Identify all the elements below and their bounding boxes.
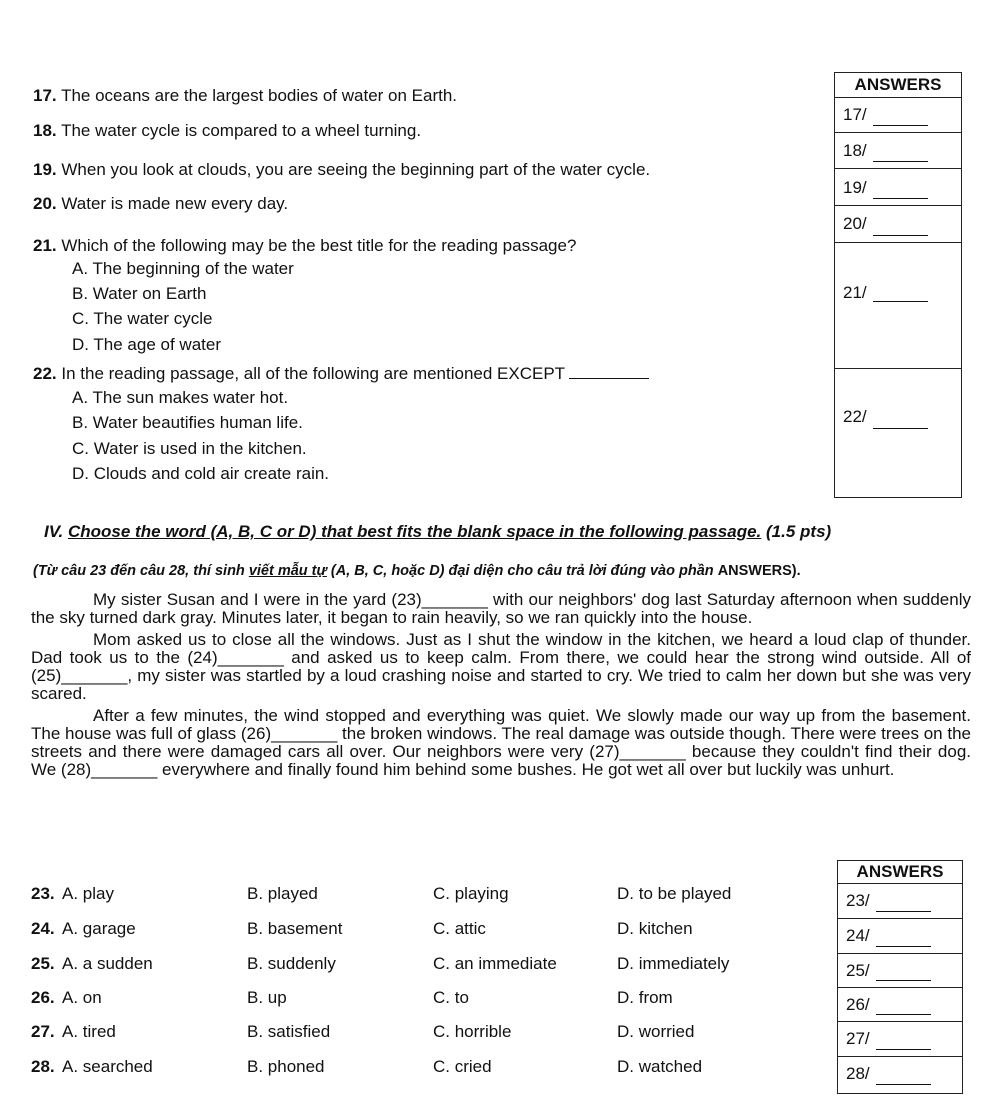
- answer-cell-22[interactable]: [835, 369, 961, 493]
- passage-paragraph: After a few minutes, the wind stopped and everything was quiet. We slowly made our way up from the basement. The house was full of glass (26)_______ the broken windows. The real damage was outside though. There were trees on the streets and there were damaged cars all over. Our neighbors were very (27)_______ because they couldn't find their dog. We (28)_______ everywhere and finally found him behind some bushes. He got wet all over but luckily was unhurt.: [31, 706, 971, 779]
- note-underlined: viết mẫu tự: [248, 563, 327, 579]
- question-number: 18.: [33, 121, 57, 140]
- option-d: D. to be played: [617, 884, 732, 903]
- option-a: A. tired: [62, 1022, 116, 1041]
- answer-blank: [876, 1049, 931, 1050]
- option-c: C. an immediate: [433, 954, 557, 973]
- answer-label: 20/: [843, 214, 867, 233]
- answer-cell-18[interactable]: [835, 133, 961, 169]
- answers-title: ANSWERS: [838, 861, 962, 884]
- answer-label: 23/: [846, 891, 870, 910]
- question-text: The oceans are the largest bodies of water on Earth.: [61, 86, 458, 105]
- answers-box-17-22: [834, 72, 962, 498]
- answer-cell-27[interactable]: [838, 1022, 962, 1057]
- answer-cell-26[interactable]: [838, 988, 962, 1022]
- option-b: B. suddenly: [247, 954, 336, 973]
- answer-blank: [569, 364, 649, 379]
- passage-paragraph: Mom asked us to close all the windows. Just as I shut the window in the kitchen, we heard a loud clap of thunder. Dad took us to the (24)_______ and asked us to keep calm. From there, we could hear the strong wind outside. All of (25)_______, my sister was startled by a loud crashing noise and started to cry. We tried to calm her down but she was very scared.: [31, 630, 971, 703]
- question-21: [33, 236, 576, 256]
- answer-blank: [873, 198, 928, 199]
- option-b: B. satisfied: [247, 1022, 331, 1041]
- q22-option-a: A. The sun makes water hot.: [72, 388, 289, 407]
- answer-blank: [873, 301, 928, 302]
- option-number: 28.: [31, 1057, 55, 1076]
- option-d: D. kitchen: [617, 919, 693, 938]
- option-a: A. play: [62, 884, 114, 903]
- question-number: 22.: [33, 364, 57, 383]
- question-number: 19.: [33, 160, 57, 179]
- option-d: D. immediately: [617, 954, 730, 973]
- question-18: [33, 121, 421, 141]
- option-c: C. playing: [433, 884, 509, 903]
- answer-blank: [873, 161, 928, 162]
- option-number: 25.: [31, 954, 55, 973]
- answer-label: 28/: [846, 1064, 870, 1083]
- option-a: A. a sudden: [62, 954, 153, 973]
- q22-option-c: C. Water is used in the kitchen.: [72, 439, 307, 458]
- option-number: 27.: [31, 1022, 55, 1041]
- answer-label: 27/: [846, 1029, 870, 1048]
- question-20: [33, 194, 288, 214]
- answer-label: 26/: [846, 995, 870, 1014]
- section-title: [44, 522, 831, 542]
- option-c: C. to: [433, 988, 469, 1007]
- answer-blank: [873, 428, 928, 429]
- answer-label: 22/: [843, 407, 867, 426]
- answer-blank: [873, 125, 928, 126]
- answer-blank: [876, 1014, 931, 1015]
- option-b: B. phoned: [247, 1057, 325, 1076]
- note-part-b: (A, B, C, hoặc D) đại diện cho câu trả lời đúng vào phần: [326, 563, 718, 579]
- answer-cell-20[interactable]: [835, 206, 961, 243]
- answer-label: 21/: [843, 283, 867, 302]
- answers-box-23-28: [837, 860, 963, 1094]
- option-b: B. played: [247, 884, 318, 903]
- option-b: B. up: [247, 988, 287, 1007]
- option-number: 26.: [31, 988, 55, 1007]
- answer-label: 24/: [846, 926, 870, 945]
- q21-option-b: B. Water on Earth: [72, 284, 207, 303]
- passage-paragraph: My sister Susan and I were in the yard (23)_______ with our neighbors' dog last Saturday afternoon when suddenly the sky turned dark gray. Minutes later, it began to rain heavily, so we ran quickly into the house.: [31, 590, 971, 627]
- section-instruction: Choose the word (A, B, C or D) that best fits the blank space in the following passage.: [67, 522, 762, 541]
- answer-cell-28[interactable]: [838, 1057, 962, 1091]
- answer-cell-24[interactable]: [838, 919, 962, 954]
- q21-option-c: C. The water cycle: [72, 309, 213, 328]
- answer-cell-19[interactable]: [835, 169, 961, 206]
- option-b: B. basement: [247, 919, 343, 938]
- question-text: Water is made new every day.: [61, 194, 289, 213]
- option-number: 24.: [31, 919, 55, 938]
- option-a: A. on: [62, 988, 102, 1007]
- q21-option-d: D. The age of water: [72, 335, 221, 354]
- question-17: [33, 86, 457, 106]
- section-note: [33, 563, 801, 579]
- option-c: C. attic: [433, 919, 486, 938]
- answer-cell-23[interactable]: [838, 884, 962, 919]
- option-d: D. worried: [617, 1022, 695, 1041]
- question-text: The water cycle is compared to a wheel turning.: [61, 121, 422, 140]
- answer-blank: [873, 235, 928, 236]
- option-d: D. from: [617, 988, 673, 1007]
- question-text: In the reading passage, all of the following are mentioned EXCEPT: [61, 364, 566, 383]
- question-text: When you look at clouds, you are seeing the beginning part of the water cycle.: [61, 160, 651, 179]
- note-part-c: ANSWERS).: [717, 563, 801, 579]
- answer-blank: [876, 1084, 931, 1085]
- option-a: A. searched: [62, 1057, 153, 1076]
- answer-label: 17/: [843, 105, 867, 124]
- answer-label: 19/: [843, 178, 867, 197]
- answer-cell-25[interactable]: [838, 954, 962, 988]
- question-22: [33, 364, 649, 384]
- reading-passage: [31, 591, 971, 783]
- option-d: D. watched: [617, 1057, 703, 1076]
- question-number: 17.: [33, 86, 57, 105]
- option-number: 23.: [31, 884, 55, 903]
- section-points: (1.5 pts): [766, 522, 832, 541]
- answer-blank: [876, 946, 931, 947]
- q22-option-b: B. Water beautifies human life.: [72, 413, 303, 432]
- answer-blank: [876, 911, 931, 912]
- answer-cell-17[interactable]: [835, 98, 961, 133]
- answer-cell-21[interactable]: [835, 243, 961, 369]
- section-number: IV.: [44, 522, 64, 541]
- answer-label: 18/: [843, 141, 867, 160]
- question-number: 21.: [33, 236, 57, 255]
- question-number: 20.: [33, 194, 57, 213]
- note-part-a: (Từ câu 23 đến câu 28, thí sinh: [33, 563, 249, 579]
- question-text: Which of the following may be the best title for the reading passage?: [61, 236, 577, 255]
- option-c: C. cried: [433, 1057, 492, 1076]
- option-c: C. horrible: [433, 1022, 512, 1041]
- answer-blank: [876, 980, 931, 981]
- answers-title: ANSWERS: [835, 73, 961, 98]
- option-a: A. garage: [62, 919, 136, 938]
- answer-label: 25/: [846, 961, 870, 980]
- q21-option-a: A. The beginning of the water: [72, 259, 294, 278]
- question-19: [33, 160, 650, 180]
- q22-option-d: D. Clouds and cold air create rain.: [72, 464, 330, 483]
